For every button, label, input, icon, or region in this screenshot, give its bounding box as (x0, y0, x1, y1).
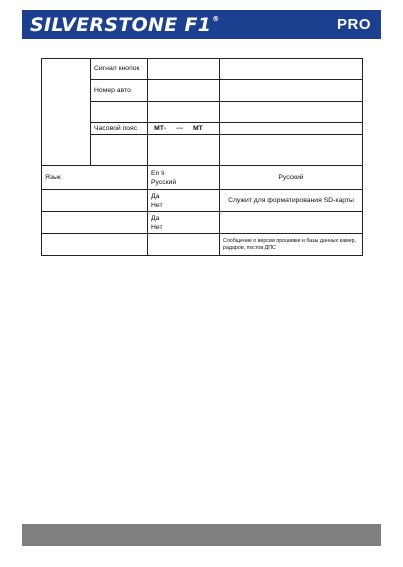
footer-bar (22, 524, 381, 546)
option-english: En li (151, 169, 165, 177)
label-cell (91, 102, 148, 123)
table-row (42, 102, 363, 123)
table-row (42, 166, 363, 190)
value-cell (148, 80, 220, 102)
options-cell (148, 166, 220, 190)
table-row (42, 123, 363, 135)
desc-cell (220, 59, 363, 80)
desc-cell (220, 123, 363, 135)
registered-mark: ® (212, 14, 220, 23)
option-yes: Да (151, 214, 160, 222)
label-cell (42, 190, 148, 212)
label-cell: Часовой пояс (91, 123, 148, 135)
option-russian: Русский (151, 178, 177, 186)
desc-cell: Русский (220, 166, 363, 190)
timezone-value (148, 123, 220, 135)
option-no: Нет (151, 223, 163, 231)
timezone-part: МТ- (154, 125, 167, 132)
options-cell (148, 212, 220, 234)
brand-name: SILVERSTONE F1 (30, 13, 212, 36)
desc-cell (220, 102, 363, 123)
header-bar (22, 10, 381, 39)
brand-logo (30, 14, 220, 36)
table-row (42, 190, 363, 212)
option-yes: Да (151, 192, 160, 200)
label-cell (91, 135, 148, 166)
group-cell (42, 59, 91, 166)
timezone-part: --- (176, 125, 184, 132)
table-row (42, 80, 363, 102)
options-cell (148, 190, 220, 212)
settings-table (41, 58, 363, 256)
timezone-part: МТ (193, 125, 203, 132)
value-cell (148, 234, 220, 256)
desc-cell: Сообщение о версии прошивки и базы данных камер, радаров, постов ДПС (220, 234, 363, 256)
desc-cell (220, 80, 363, 102)
pro-badge: PRO (336, 16, 371, 33)
desc-cell (220, 212, 363, 234)
label-cell: Язык (42, 166, 148, 190)
label-cell: Номер авто (91, 80, 148, 102)
desc-cell (220, 135, 363, 166)
option-no: Нет (151, 201, 163, 209)
label-cell: Сигнал кнопок (91, 59, 148, 80)
table-row (42, 212, 363, 234)
value-cell (148, 102, 220, 123)
label-cell (42, 234, 148, 256)
table-row (42, 234, 363, 256)
value-cell (148, 59, 220, 80)
value-cell (148, 135, 220, 166)
table-row (42, 59, 363, 80)
desc-cell: Служит для форматирования SD-карты (220, 190, 363, 212)
table-row (42, 135, 363, 166)
label-cell (42, 212, 148, 234)
